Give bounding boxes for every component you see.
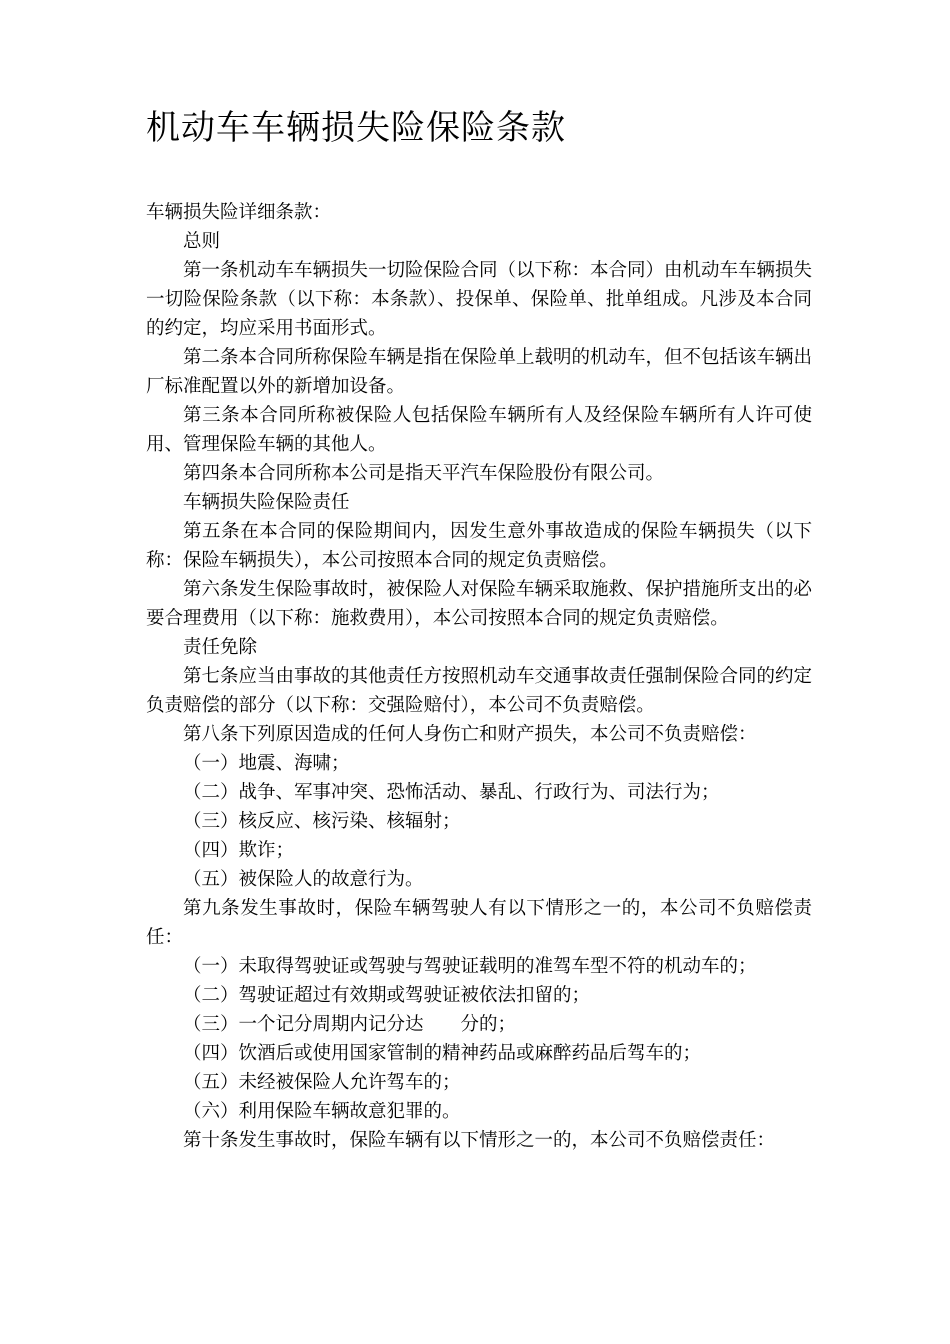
document-title: 机动车车辆损失险保险条款: [146, 108, 566, 148]
article-9: 第九条发生事故时，保险车辆驾驶人有以下情形之一的，本公司不负赔偿责任：: [146, 898, 812, 948]
section-heading-liability: 车辆损失险保险责任: [183, 492, 350, 513]
article-8-item-1: （一）地震、海啸；: [183, 753, 350, 774]
article-3: 第三条本合同所称被保险人包括保险车辆所有人及经保险车辆所有人许可使用、管理保险车辆的其他人。: [146, 405, 812, 455]
section-heading-exclusions: 责任免除: [183, 637, 258, 658]
article-9-item-6: （六）利用保险车辆故意犯罪的。: [183, 1101, 461, 1122]
article-8-item-2: （二）战争、军事冲突、恐怖活动、暴乱、行政行为、司法行为；: [183, 782, 720, 803]
article-7: 第七条应当由事故的其他责任方按照机动车交通事故责任强制保险合同的约定负责赔偿的部分（以下称：交强险赔付），本公司不负责赔偿。: [146, 666, 813, 716]
article-1: 第一条机动车车辆损失一切险保险合同（以下称：本合同）由机动车车辆损失一切险保险条款（以下称：本条款）、投保单、保险单、批单组成。凡涉及本合同的约定，均应采用书面形式。: [146, 260, 813, 339]
document-body: [146, 198, 812, 1155]
article-2: 第二条本合同所称保险车辆是指在保险单上载明的机动车，但不包括该车辆出厂标准配置以外的新增加设备。: [146, 347, 813, 397]
article-9-item-4: （四）饮酒后或使用国家管制的精神药品或麻醉药品后驾车的；: [183, 1043, 702, 1064]
article-9-item-3: （三）一个记分周期内记分达 分的；: [183, 1014, 517, 1035]
article-8: 第八条下列原因造成的任何人身伤亡和财产损失，本公司不负责赔偿：: [183, 724, 757, 745]
article-8-item-5: （五）被保险人的故意行为。: [183, 869, 424, 890]
article-9-item-5: （五）未经被保险人允许驾车的；: [183, 1072, 461, 1093]
lead-line: 车辆损失险详细条款：: [146, 202, 332, 223]
article-8-item-3: （三）核反应、核污染、核辐射；: [183, 811, 461, 832]
article-10: 第十条发生事故时，保险车辆有以下情形之一的，本公司不负赔偿责任：: [183, 1130, 776, 1151]
article-9-item-2: （二）驾驶证超过有效期或驾驶证被依法扣留的；: [183, 985, 591, 1006]
article-6: 第六条发生保险事故时，被保险人对保险车辆采取施救、保护措施所支出的必要合理费用（以下称：施救费用），本公司按照本合同的规定负责赔偿。: [146, 579, 813, 629]
section-heading-general: 总则: [183, 231, 221, 252]
article-8-item-4: （四）欺诈；: [183, 840, 295, 861]
article-9-item-1: （一）未取得驾驶证或驾驶与驾驶证载明的准驾车型不符的机动车的；: [183, 956, 757, 977]
article-5: 第五条在本合同的保险期间内，因发生意外事故造成的保险车辆损失（以下称：保险车辆损失），本公司按照本合同的规定负责赔偿。: [146, 521, 812, 571]
article-4: 第四条本合同所称本公司是指天平汽车保险股份有限公司。: [183, 463, 665, 484]
